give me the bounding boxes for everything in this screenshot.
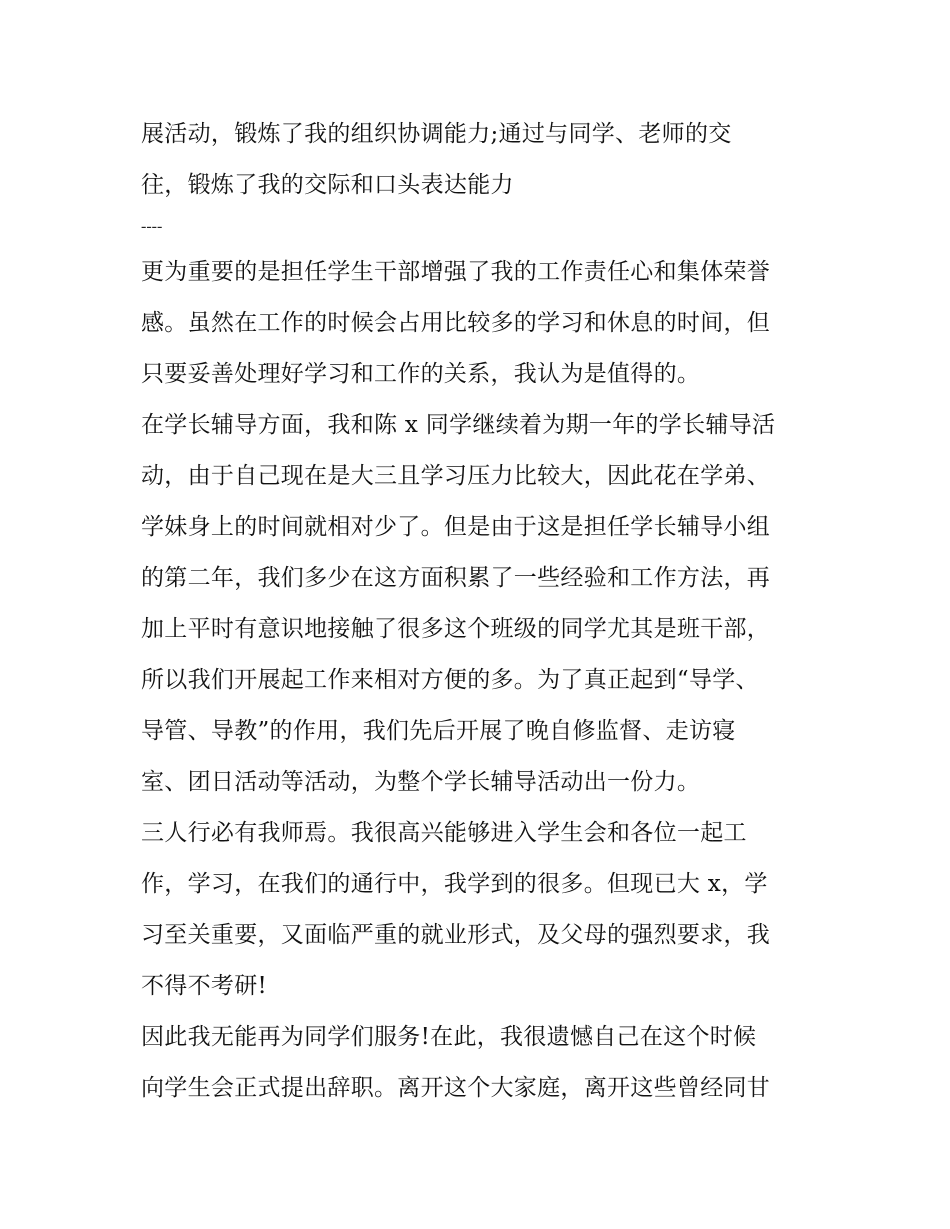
text-line: 导管、导教”的作用，我们先后开展了晚自修监督、走访寝: [141, 718, 736, 744]
text-line: 学妹身上的时间就相对少了。但是由于这是担任学长辅导小组: [141, 514, 771, 540]
text-line: 展活动，锻炼了我的组织协调能力;通过与同学、老师的交: [141, 121, 732, 147]
text-line: 加上平时有意识地接触了很多这个班级的同学尤其是班干部，: [141, 616, 771, 642]
text-line: 动，由于自己现在是大三且学习压力比较大，因此花在学弟、: [141, 463, 771, 489]
text-line: 的第二年，我们多少在这方面积累了一些经验和工作方法，再: [141, 565, 771, 591]
text-line: 作，学习，在我们的通行中，我学到的很多。但现已大 x，学: [141, 871, 768, 897]
text-line: 感。虽然在工作的时候会占用比较多的学习和休息的时间，但: [141, 310, 771, 336]
text-line: 向学生会正式提出辞职。离开这个大家庭，离开这些曾经同甘: [141, 1075, 771, 1101]
text-line: 室、团日活动等活动，为整个学长辅导活动出一份力。: [141, 769, 701, 795]
text-line: 往，锻炼了我的交际和口头表达能力: [141, 172, 514, 198]
text-line: 习至关重要，又面临严重的就业形式，及父母的强烈要求，我: [141, 922, 771, 948]
text-line: 只要妥善处理好学习和工作的关系，我认为是值得的。: [141, 361, 701, 387]
text-line: 更为重要的是担任学生干部增强了我的工作责任心和集体荣誉: [141, 259, 771, 285]
text-line: 在学长辅导方面，我和陈 x 同学继续着为期一年的学长辅导活: [141, 412, 776, 438]
document-body: [141, 109, 831, 1114]
text-line: 因此我无能再为同学们服务!在此，我很遗憾自己在这个时候: [141, 1024, 757, 1050]
text-line: 三人行必有我师焉。我很高兴能够进入学生会和各位一起工: [141, 820, 747, 846]
text-line: 不得不考研!: [141, 973, 268, 999]
text-line: 所以我们开展起工作来相对方便的多。为了真正起到“导学、: [141, 667, 759, 693]
separator-line: ----: [141, 218, 163, 235]
